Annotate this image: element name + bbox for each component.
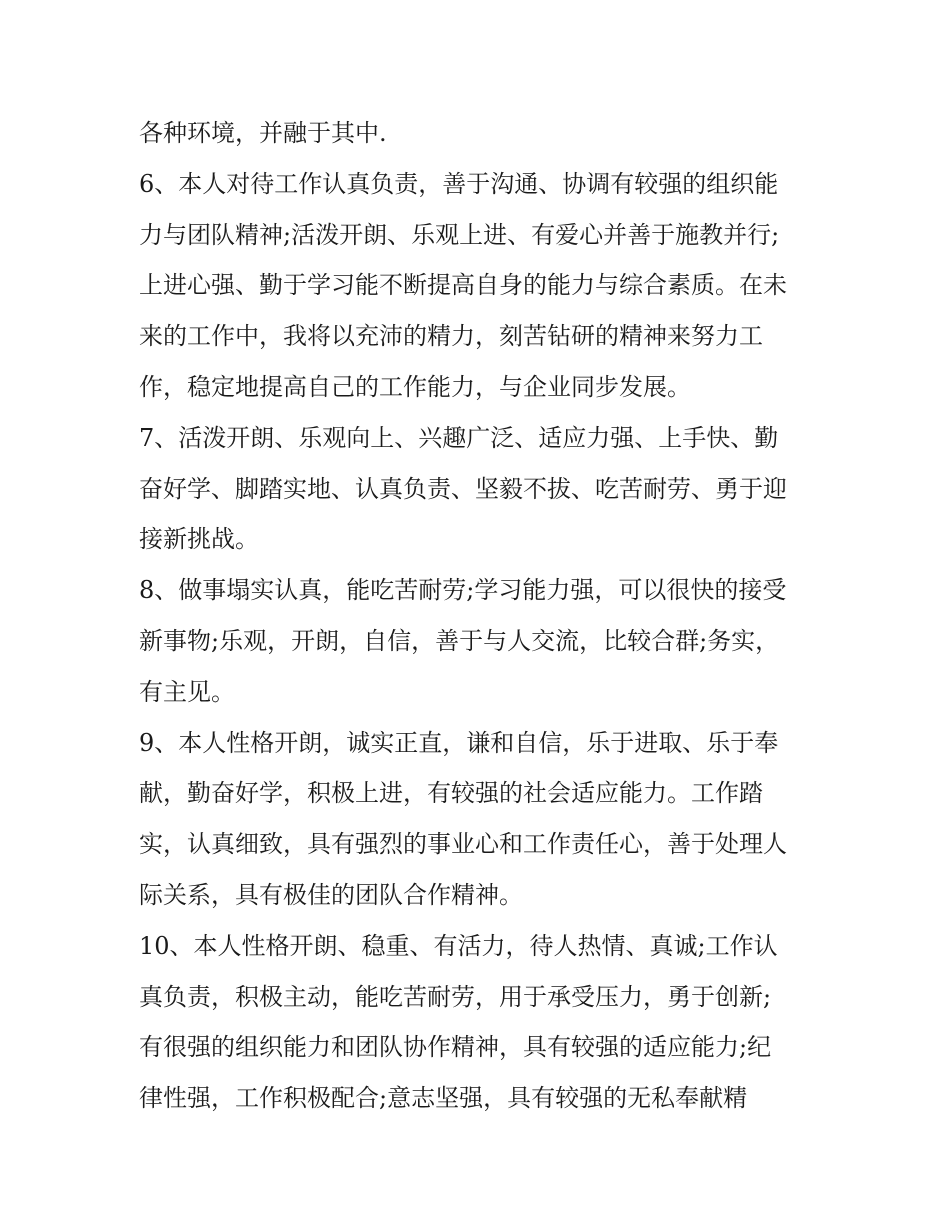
text-line: 作，稳定地提高自己的工作能力，与企业同步发展。	[139, 372, 691, 401]
text-line: 律性强，工作积极配合;意志坚强，具有较强的无私奉献精	[139, 1084, 748, 1113]
text-line: 上进心强、勤于学习能不断提高自身的能力与综合素质。在未	[139, 271, 787, 300]
text-line: 7、活泼开朗、乐观向上、兴趣广泛、适应力强、上手快、勤	[139, 423, 779, 452]
text-line: 献，勤奋好学，积极上进，有较强的社会适应能力。工作踏	[139, 779, 763, 808]
text-line: 8、做事塌实认真，能吃苦耐劳;学习能力强，可以很快的接受	[139, 576, 787, 605]
text-line: 来的工作中，我将以充沛的精力，刻苦钻研的精神来努力工	[139, 322, 763, 351]
text-line: 10、本人性格开朗、稳重、有活力，待人热情、真诚;工作认	[139, 931, 778, 960]
text-line: 6、本人对待工作认真负责，善于沟通、协调有较强的组织能	[139, 169, 779, 198]
text-line: 力与团队精神;活泼开朗、乐观上进、有爱心并善于施教并行;	[139, 220, 780, 249]
text-line: 有主见。	[139, 677, 235, 706]
text-line: 有很强的组织能力和团队协作精神，具有较强的适应能力;纪	[139, 1033, 772, 1062]
text-line: 际关系，具有极佳的团队合作精神。	[139, 880, 523, 909]
text-line: 9、本人性格开朗，诚实正直，谦和自信，乐于进取、乐于奉	[139, 728, 779, 757]
text-line: 各种环境，并融于其中.	[139, 119, 387, 147]
text-line: 新事物;乐观，开朗，自信，善于与人交流，比较合群;务实，	[139, 626, 780, 655]
text-line: 真负责，积极主动，能吃苦耐劳，用于承受压力，勇于创新;	[139, 982, 772, 1011]
document-body	[139, 108, 829, 1124]
text-line: 实，认真细致，具有强烈的事业心和工作责任心，善于处理人	[139, 830, 787, 859]
text-line: 奋好学、脚踏实地、认真负责、坚毅不拔、吃苦耐劳、勇于迎	[139, 474, 787, 503]
text-line: 接新挑战。	[139, 525, 259, 554]
